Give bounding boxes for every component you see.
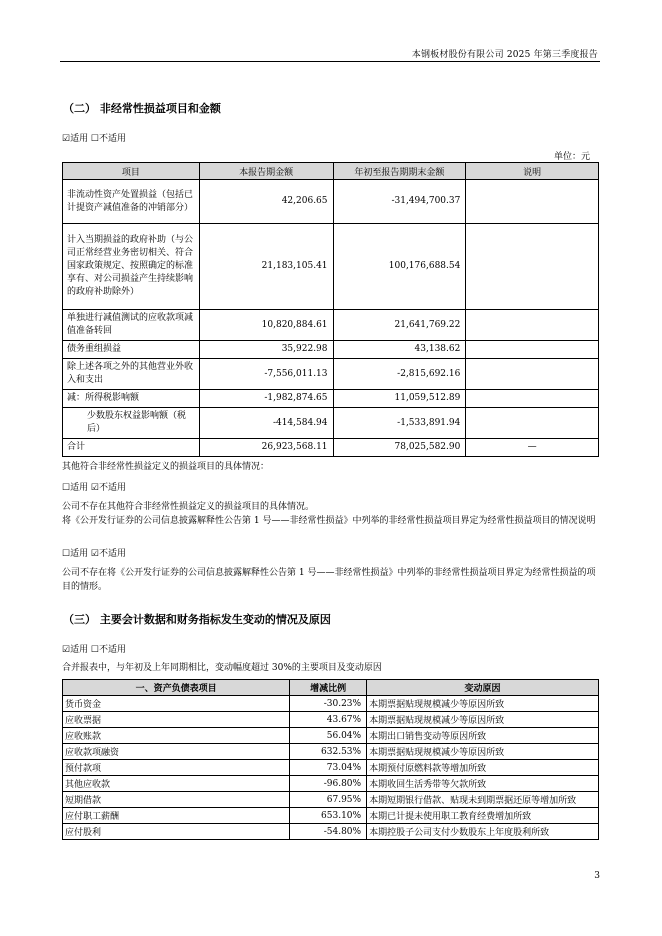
paragraph-3: 公司不存在将《公开发行证券的公司信息披露解释性公告第 1 号——非经常性损益》中列举的非经常性损益项目界定为经常性损益的项目的情形。 [62,568,596,592]
table-total-row [63,439,599,457]
table-row [63,310,599,341]
current-amount-cell: 10,820,884.61 [199,310,333,341]
ytd-amount-cell: 100,176,688.54 [333,224,466,310]
section-2-title: （二） 非经常性损益项目和金额 [63,102,221,115]
item-cell: 单独进行减值测试的应收款项减值准备转回 [63,310,200,341]
ytd-amount-cell: 21,641,769.22 [333,310,466,341]
paragraph-1: 公司不存在其他符合非经常性损益定义的损益项目的具体情况。 [62,502,315,512]
item-cell: 其他应收款 [63,776,290,792]
current-amount-cell: 21,183,105.41 [199,224,333,310]
report-header-title: 本钢板材股份有限公司 2025 年第三季度报告 [411,50,598,60]
item-cell: 减：所得税影响额 [63,390,200,408]
ytd-amount-cell: 78,025,582.90 [333,439,466,457]
ytd-amount-cell: -2,815,692.16 [333,359,466,390]
table-row [63,712,599,728]
reason-cell: 本期控股子公司支付少数股东上年度股利所致 [367,824,599,840]
column-header: 年初至报告期期末金额 [333,163,466,180]
table-row [63,390,599,408]
table-row [63,776,599,792]
ratio-cell: 632.53% [290,744,367,760]
column-header: 增减比例 [290,680,367,696]
section-3-applicability: ☑适用 ☐不适用 [62,645,126,655]
ratio-cell: 56.04% [290,728,367,744]
balance-sheet-changes-table [62,679,599,840]
current-amount-cell: -7,556,011.13 [199,359,333,390]
column-header: 一、资产负债表项目 [63,680,290,696]
item-cell: 预付款项 [63,760,290,776]
column-header: 变动原因 [367,680,599,696]
item-cell: 应收款项融资 [63,744,290,760]
item-cell: 应付股利 [63,824,290,840]
item-cell: 应付职工薪酬 [63,808,290,824]
table-header-row [63,163,599,180]
ytd-amount-cell: 43,138.62 [333,341,466,359]
item-cell: 货币资金 [63,696,290,712]
note-cell [466,359,599,390]
ratio-cell: 73.04% [290,760,367,776]
table-row [63,744,599,760]
note-cell [466,180,599,224]
table-row [63,359,599,390]
ratio-cell: -54.80% [290,824,367,840]
non-recurring-gains-table [62,162,599,457]
unit-label: 单位：元 [553,152,590,162]
page-number: 3 [594,871,600,881]
item-cell: 应收账款 [63,728,290,744]
item-cell: 应收票据 [63,712,290,728]
ratio-cell: -96.80% [290,776,367,792]
column-header: 项目 [63,163,200,180]
other-items-description: 其他符合非经常性损益定义的损益项目的具体情况： [62,462,270,472]
item-cell: 合计 [63,439,200,457]
ratio-cell: 43.67% [290,712,367,728]
table-header-row [63,680,599,696]
ratio-cell: 653.10% [290,808,367,824]
reason-cell: 本期收回生活秀带等欠款所致 [367,776,599,792]
reason-cell: 本期预付原燃料款等增加所致 [367,760,599,776]
reason-cell: 本期票据贴现规模减少等原因所致 [367,712,599,728]
table-row [63,808,599,824]
column-header: 说明 [466,163,599,180]
table-row [63,408,599,439]
table-row [63,728,599,744]
applicability-3: ☐适用 ☑不适用 [62,549,126,559]
section-3-intro: 合并报表中，与年初及上年同期相比，变动幅度超过 30%的主要项目及变动原因 [62,663,382,673]
column-header: 本报告期金额 [199,163,333,180]
table-row [63,792,599,808]
note-cell [466,408,599,439]
item-cell: 债务重组损益 [63,341,200,359]
paragraph-2: 将《公开发行证券的公司信息披露解释性公告第 1 号——非经常性损益》中列举的非经常性损益项目界定为经常性损益项目的情况说明 [62,516,596,526]
note-cell: — [466,439,599,457]
note-cell [466,341,599,359]
current-amount-cell: -1,982,874.65 [199,390,333,408]
item-cell: 少数股东权益影响额（税后） [63,408,200,439]
reason-cell: 本期票据贴现规模减少等原因所致 [367,696,599,712]
item-cell: 非流动性资产处置损益（包括已计提资产减值准备的冲销部分） [63,180,200,224]
reason-cell: 本期短期银行借款、贴现未到期票据还原等增加所致 [367,792,599,808]
current-amount-cell: 26,923,568.11 [199,439,333,457]
table-row [63,341,599,359]
ytd-amount-cell: -1,533,891.94 [333,408,466,439]
ratio-cell: -30.23% [290,696,367,712]
table-row [63,180,599,224]
section-2-applicability: ☑适用 ☐不适用 [62,134,126,144]
note-cell [466,310,599,341]
table-row [63,760,599,776]
current-amount-cell: 35,922.98 [199,341,333,359]
ytd-amount-cell: -31,494,700.37 [333,180,466,224]
header-divider [60,61,600,62]
table-row [63,224,599,310]
table-row [63,696,599,712]
table-row [63,824,599,840]
reason-cell: 本期已计提未使用职工教育经费增加所致 [367,808,599,824]
reason-cell: 本期票据贴现规模减少等原因所致 [367,744,599,760]
reason-cell: 本期出口销售变动等原因所致 [367,728,599,744]
current-amount-cell: 42,206.65 [199,180,333,224]
item-cell: 除上述各项之外的其他营业外收入和支出 [63,359,200,390]
item-cell: 计入当期损益的政府补助（与公司正常经营业务密切相关、符合国家政策规定、按照确定的标准享有、对公司损益产生持续影响的政府补助除外） [63,224,200,310]
note-cell [466,224,599,310]
note-cell [466,390,599,408]
current-amount-cell: -414,584.94 [199,408,333,439]
ratio-cell: 67.95% [290,792,367,808]
item-cell: 短期借款 [63,792,290,808]
section-3-title: （三） 主要会计数据和财务指标发生变动的情况及原因 [63,613,331,626]
applicability-2: ☐适用 ☑不适用 [62,483,126,493]
ytd-amount-cell: 11,059,512.89 [333,390,466,408]
